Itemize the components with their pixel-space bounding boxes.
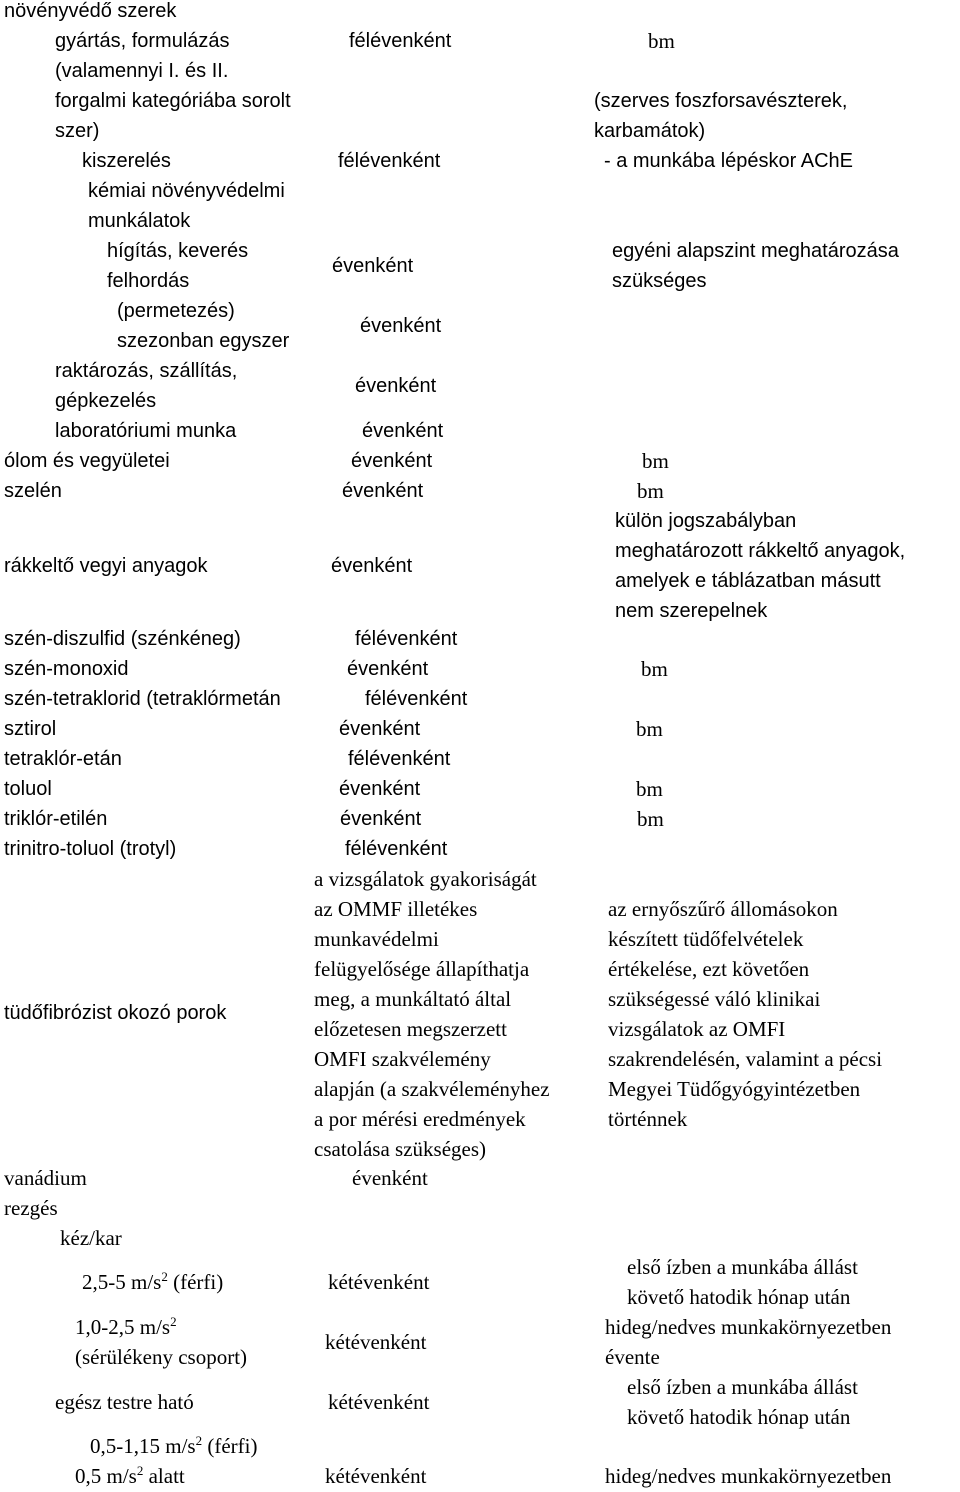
note: amelyek e táblázatban másutt [615, 570, 881, 592]
row-label-text: 0,5-1,15 m/s [90, 1434, 196, 1458]
row-label: kéz/kar [60, 1226, 122, 1250]
row-label: szén-tetraklorid (tetraklórmetán [4, 688, 281, 710]
row-label-text: (férfi) [202, 1434, 258, 1458]
row-label: rákkeltő vegyi anyagok [4, 555, 208, 577]
note-line: szakrendelésén, valamint a pécsi [608, 1047, 883, 1071]
note-line: az ernyőszűrő állomásokon [608, 897, 838, 921]
frequency-line: meg, a munkáltató által [314, 987, 512, 1011]
row-label: felhordás [107, 270, 190, 292]
superscript: 2 [170, 1314, 177, 1329]
row-label: munkálatok [88, 210, 191, 232]
row-label: gépkezelés [55, 390, 157, 412]
row-label: szer) [55, 120, 100, 142]
frequency-line: a vizsgálatok gyakoriságát [314, 867, 537, 891]
frequency-line: OMFI szakvélemény [314, 1047, 491, 1071]
note: bm [641, 657, 668, 681]
note: követő hatodik hónap után [627, 1405, 851, 1429]
row-heading: növényvédő szerek [4, 0, 177, 22]
note: első ízben a munkába állást [627, 1375, 858, 1399]
superscript: 2 [195, 1433, 203, 1448]
note: szükséges [612, 270, 707, 292]
note: egyéni alapszint meghatározása [612, 240, 899, 262]
superscript: 2 [161, 1269, 168, 1284]
row-label: szén-diszulfid (szénkéneg) [4, 628, 241, 650]
frequency: évenként [339, 778, 421, 800]
frequency: évenként [340, 808, 422, 830]
frequency-line: előzetesen megszerzett [314, 1017, 507, 1041]
note: bm [648, 29, 675, 53]
note: hideg/nedves munkakörnyezetben [605, 1315, 892, 1339]
row-label: vanádium [4, 1166, 87, 1190]
frequency: évenként [347, 658, 429, 680]
note: bm [637, 479, 664, 503]
row-label: trinitro-toluol (trotyl) [4, 838, 177, 860]
frequency-line: az OMMF illetékes [314, 897, 478, 921]
row-label: szelén [4, 480, 62, 502]
row-label-text: (férfi) [167, 1270, 224, 1294]
frequency-line: felügyelősége állapíthatja [314, 957, 530, 981]
row-label: laboratóriumi munka [55, 420, 237, 442]
frequency: évenként [332, 255, 414, 277]
frequency: évenként [331, 555, 413, 577]
row-label: (sérülékeny csoport) [75, 1345, 248, 1369]
row-label: toluol [4, 778, 52, 800]
note: első ízben a munkába állást [627, 1255, 858, 1279]
row-label [75, 1461, 185, 1491]
note: bm [636, 777, 663, 801]
frequency-line: alapján (a szakvéleményhez [314, 1077, 550, 1101]
frequency-line: csatolása szükséges) [314, 1137, 487, 1161]
frequency: kétévenként [325, 1330, 427, 1354]
note-line: történnek [608, 1107, 688, 1131]
row-label-text: 2,5-5 m/s [82, 1270, 162, 1294]
note-line: szükségessé váló klinikai [608, 987, 821, 1011]
note: - a munkába lépéskor AChE [604, 150, 854, 172]
frequency: évenként [360, 315, 442, 337]
row-label: tüdőfibrózist okozó porok [4, 1002, 227, 1024]
note: nem szerepelnek [615, 600, 768, 622]
frequency-line: a por mérési eredmények [314, 1107, 526, 1131]
note: hideg/nedves munkakörnyezetben [605, 1464, 892, 1488]
row-label [90, 1431, 257, 1461]
frequency: kétévenként [325, 1464, 427, 1488]
row-label: kémiai növényvédelmi [88, 180, 285, 202]
row-label [75, 1312, 177, 1342]
note: (szerves foszforsavészterek, [594, 90, 848, 112]
frequency: félévenként [345, 838, 448, 860]
row-label-text: 0,5 m/s [75, 1464, 137, 1488]
row-label: szén-monoxid [4, 658, 129, 680]
row-label: hígítás, keverés [107, 240, 249, 262]
row-label: ólom és vegyületei [4, 450, 170, 472]
row-label: (valamennyi I. és II. [55, 60, 229, 82]
row-label: sztirol [4, 718, 57, 740]
frequency: félévenként [338, 150, 441, 172]
frequency: félévenként [349, 30, 452, 52]
row-label: triklór-etilén [4, 808, 108, 830]
row-label: rezgés [4, 1196, 58, 1220]
row-label-text: alatt [143, 1464, 185, 1488]
superscript: 2 [136, 1463, 144, 1478]
note: bm [642, 449, 669, 473]
row-label-text: 1,0-2,5 m/s [75, 1315, 171, 1339]
row-label: tetraklór-etán [4, 748, 122, 770]
note-line: Megyei Tüdőgyógyintézetben [608, 1077, 861, 1101]
note-line: értékelése, ezt követően [608, 957, 810, 981]
note: évente [605, 1345, 660, 1369]
frequency: évenként [362, 420, 444, 442]
frequency: félévenként [348, 748, 451, 770]
row-label: raktározás, szállítás, [55, 360, 238, 382]
note: bm [636, 717, 663, 741]
note: meghatározott rákkeltő anyagok, [615, 540, 906, 562]
note-line: készített tüdőfelvételek [608, 927, 804, 951]
row-label: gyártás, formulázás [55, 30, 230, 52]
note: karbamátok) [594, 120, 706, 142]
frequency: félévenként [355, 628, 458, 650]
frequency: kétévenként [328, 1270, 430, 1294]
row-label [82, 1267, 223, 1297]
frequency: kétévenként [328, 1390, 430, 1414]
frequency-line: munkavédelmi [314, 927, 439, 951]
note: külön jogszabályban [615, 510, 797, 532]
row-label: forgalmi kategóriába sorolt [55, 90, 291, 112]
note: bm [637, 807, 664, 831]
row-label: (permetezés) [117, 300, 235, 322]
row-label: egész testre ható [55, 1390, 194, 1414]
note: követő hatodik hónap után [627, 1285, 851, 1309]
frequency: évenként [342, 480, 424, 502]
row-label: szezonban egyszer [117, 330, 290, 352]
frequency: félévenként [365, 688, 468, 710]
frequency: évenként [339, 718, 421, 740]
note-line: vizsgálatok az OMFI [608, 1017, 786, 1041]
frequency: évenként [351, 450, 433, 472]
frequency: évenként [355, 375, 437, 397]
frequency: évenként [352, 1166, 428, 1190]
row-label: kiszerelés [82, 150, 171, 172]
